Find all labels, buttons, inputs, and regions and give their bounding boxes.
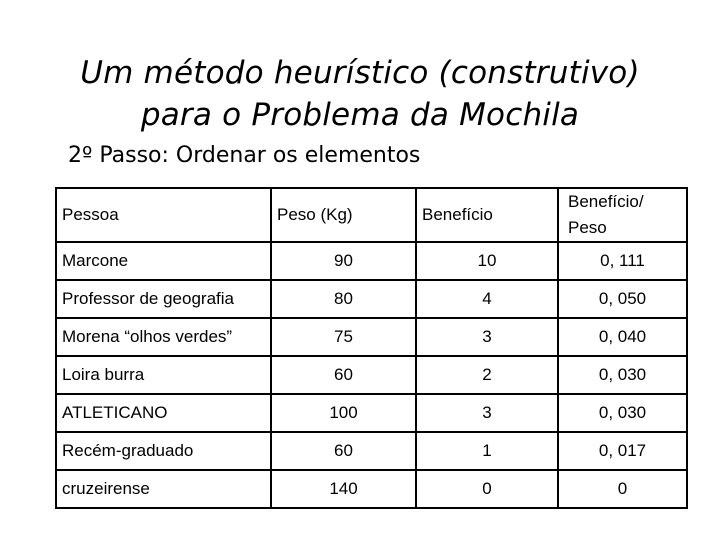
knapsack-table bbox=[55, 187, 688, 509]
slide-title bbox=[0, 52, 720, 136]
cell-beneficio-peso: 0 bbox=[558, 470, 687, 508]
cell-beneficio: 2 bbox=[416, 356, 558, 394]
cell-peso: 100 bbox=[271, 394, 416, 432]
cell-beneficio-peso: 0, 017 bbox=[558, 432, 687, 470]
table-row bbox=[56, 242, 687, 280]
header-beneficio-peso bbox=[558, 188, 687, 242]
table-row bbox=[56, 318, 687, 356]
cell-pessoa: Marcone bbox=[56, 242, 271, 280]
cell-pessoa: Recém-graduado bbox=[56, 432, 271, 470]
cell-beneficio-peso: 0, 030 bbox=[558, 394, 687, 432]
cell-peso: 140 bbox=[271, 470, 416, 508]
table-row bbox=[56, 470, 687, 508]
cell-beneficio: 4 bbox=[416, 280, 558, 318]
cell-beneficio-peso: 0, 040 bbox=[558, 318, 687, 356]
table-row bbox=[56, 280, 687, 318]
cell-peso: 60 bbox=[271, 356, 416, 394]
cell-peso: 60 bbox=[271, 432, 416, 470]
cell-peso: 75 bbox=[271, 318, 416, 356]
header-beneficio: Benefício bbox=[416, 188, 558, 242]
cell-pessoa: ATLETICANO bbox=[56, 394, 271, 432]
header-beneficio-peso-line-1: Benefício/ bbox=[568, 192, 644, 211]
header-peso: Peso (Kg) bbox=[271, 188, 416, 242]
table-header-row bbox=[56, 188, 687, 242]
cell-pessoa: Professor de geografia bbox=[56, 280, 271, 318]
cell-pessoa: cruzeirense bbox=[56, 470, 271, 508]
table-row bbox=[56, 394, 687, 432]
cell-beneficio: 3 bbox=[416, 318, 558, 356]
header-beneficio-peso-line-2: Peso bbox=[568, 218, 607, 237]
slide-title-line-1: Um método heurístico (construtivo) bbox=[80, 55, 640, 91]
slide-subtitle: 2º Passo: Ordenar os elementos bbox=[68, 143, 421, 168]
cell-peso: 80 bbox=[271, 280, 416, 318]
cell-beneficio: 10 bbox=[416, 242, 558, 280]
table-row bbox=[56, 432, 687, 470]
cell-beneficio: 1 bbox=[416, 432, 558, 470]
table-row bbox=[56, 356, 687, 394]
cell-beneficio-peso: 0, 030 bbox=[558, 356, 687, 394]
cell-pessoa: Morena “olhos verdes” bbox=[56, 318, 271, 356]
cell-beneficio: 0 bbox=[416, 470, 558, 508]
cell-pessoa: Loira burra bbox=[56, 356, 271, 394]
cell-beneficio: 3 bbox=[416, 394, 558, 432]
header-pessoa: Pessoa bbox=[56, 188, 271, 242]
slide-title-line-2: para o Problema da Mochila bbox=[140, 97, 580, 133]
cell-beneficio-peso: 0, 050 bbox=[558, 280, 687, 318]
cell-beneficio-peso: 0, 111 bbox=[558, 242, 687, 280]
cell-peso: 90 bbox=[271, 242, 416, 280]
